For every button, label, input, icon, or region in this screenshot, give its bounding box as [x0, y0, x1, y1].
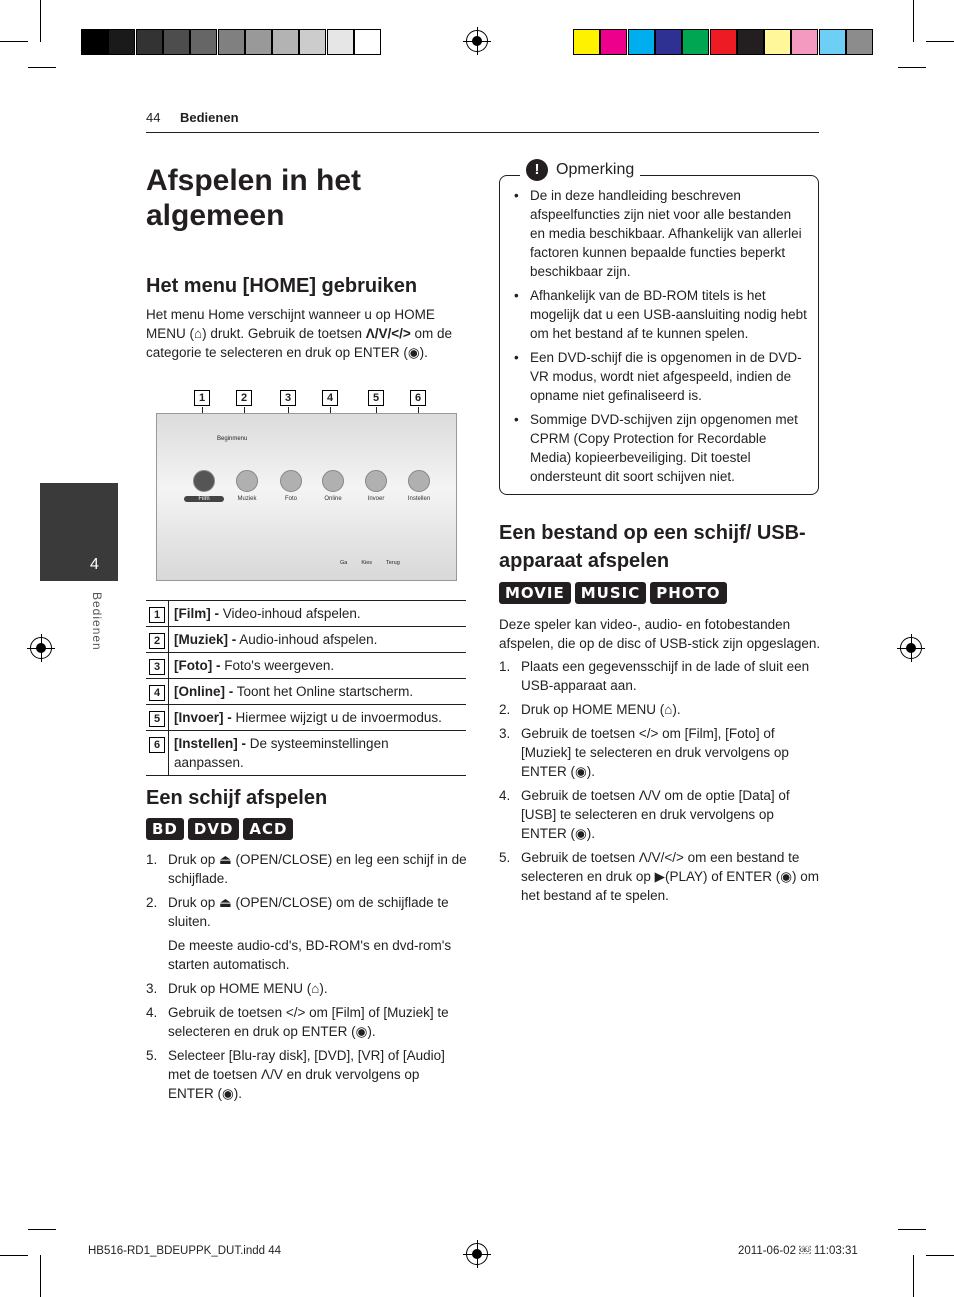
step-text: Gebruik de toetsen </> om [Film], [Foto] of [Muziek] te selecteren en druk vervolgens op ENTER (◉).	[521, 726, 789, 779]
callout-number: 2	[236, 390, 252, 406]
step-text: Druk op HOME MENU (⌂).	[168, 981, 328, 996]
file-type-badges	[499, 582, 727, 604]
step-number: 1.	[146, 852, 158, 867]
color-swatch	[600, 29, 627, 55]
chapter-tab	[40, 483, 118, 581]
media-badge: MOVIE	[499, 582, 571, 604]
row-number-cell	[146, 601, 169, 627]
row-number: 6	[149, 737, 165, 753]
table-row	[146, 679, 466, 705]
function-description: Foto's weergeven.	[220, 658, 335, 673]
gray-swatch	[190, 29, 217, 55]
media-badge: PHOTO	[650, 582, 726, 604]
step-text: Gebruik de toetsen </> om [Film] of [Muziek] te selecteren en druk op ENTER (◉).	[168, 1005, 449, 1039]
function-name: [Instellen] -	[174, 736, 247, 751]
step-number: 2.	[146, 895, 158, 910]
step-subtext: De meeste audio-cd's, BD-ROM's en dvd-rom's starten automatisch.	[168, 938, 452, 972]
list-item	[146, 893, 468, 974]
media-badge: DVD	[188, 818, 240, 840]
step-number: 3.	[146, 981, 158, 996]
list-item	[499, 700, 821, 719]
list-item	[499, 657, 821, 695]
table-row	[146, 627, 466, 653]
registration-mark-icon	[30, 637, 52, 659]
row-number-cell	[146, 731, 169, 776]
note-title: Opmerking	[556, 161, 635, 178]
callout-number: 6	[410, 390, 426, 406]
list-item	[499, 848, 821, 905]
list-item	[146, 1003, 468, 1041]
function-description: De systeeminstellingen aanpassen.	[174, 736, 389, 770]
step-number: 4.	[499, 788, 511, 803]
function-description: Audio-inhoud afspelen.	[236, 632, 378, 647]
note-item: • Een DVD-schijf die is opgenomen in de DVD-VR modus, wordt niet afgespeeld, indien de opname niet gefinaliseerd is.	[511, 348, 807, 405]
menu-item-label: Foto	[284, 496, 297, 502]
crop-mark	[926, 41, 954, 42]
gray-swatch	[81, 29, 108, 55]
row-number: 4	[149, 685, 165, 701]
function-name: [Muziek] -	[174, 632, 237, 647]
step-text: Gebruik de toetsen Λ/V om de optie [Data] of [USB] te selecteren en druk vervolgens op ENTER (◉).	[521, 788, 790, 841]
step-number: 4.	[146, 1005, 158, 1020]
registration-mark-icon	[466, 1243, 488, 1265]
menu-item-icon	[236, 470, 258, 492]
gray-swatch	[245, 29, 272, 55]
step-number: 5.	[499, 850, 511, 865]
step-text: Druk op ⏏ (OPEN/CLOSE) en leg een schijf in de schijflade.	[168, 852, 467, 886]
footer-filename: HB516-RD1_BDEUPPK_DUT.indd 44	[88, 1245, 282, 1257]
crop-mark	[913, 1255, 914, 1297]
crop-mark	[0, 1255, 28, 1256]
screen-hints	[340, 560, 400, 566]
table-row	[146, 705, 466, 731]
list-item	[499, 724, 821, 781]
step-number: 5.	[146, 1048, 158, 1063]
function-name: [Foto] -	[174, 658, 221, 673]
list-item	[146, 979, 468, 998]
table-row	[146, 601, 466, 627]
color-swatch	[573, 29, 600, 55]
row-number: 3	[149, 659, 165, 675]
list-item	[499, 786, 821, 843]
chapter-label: Bedienen	[90, 592, 104, 651]
crop-mark	[913, 0, 914, 42]
function-description: Video-inhoud afspelen.	[219, 606, 361, 621]
crop-mark	[926, 1255, 954, 1256]
row-number-cell	[146, 705, 169, 731]
page-number: 44	[146, 110, 161, 125]
gray-swatch	[163, 29, 190, 55]
note-item: • De in deze handleiding beschreven afspeelfuncties zijn niet voor alle bestanden en media beschikbaar. Afhankelijk van allerlei factoren kunnen bepaalde functies beperkt beschikbaar zijn.	[511, 186, 807, 281]
step-number: 3.	[499, 726, 511, 741]
home-icon: ⌂	[194, 326, 203, 341]
gray-swatch	[327, 29, 354, 55]
gray-swatch	[108, 29, 135, 55]
row-number-cell	[146, 653, 169, 679]
menu-item-label: Muziek	[237, 496, 257, 502]
chapter-number: 4	[90, 556, 99, 573]
color-swatch	[737, 29, 764, 55]
menu-item-icon	[280, 470, 302, 492]
section-heading-home-menu: Het menu [HOME] gebruiken	[146, 275, 418, 297]
row-number: 1	[149, 607, 165, 623]
row-description-cell	[169, 653, 467, 679]
menu-item-label: Invoer	[367, 496, 385, 502]
menu-item-label: Film	[184, 496, 224, 502]
color-swatch	[628, 29, 655, 55]
row-description-cell	[169, 679, 467, 705]
note-item: • Afhankelijk van de BD-ROM titels is het mogelijk dat u een USB-aansluiting nodig hebt om het bestand af te kunnen spelen.	[511, 286, 807, 343]
hint-back: Terug	[386, 560, 400, 566]
callout-number: 3	[280, 390, 296, 406]
menu-function-table	[146, 600, 466, 776]
gray-swatch	[354, 29, 381, 55]
crop-mark	[40, 0, 41, 42]
running-header: Bedienen	[180, 110, 239, 125]
header-rule	[146, 132, 819, 133]
crop-mark	[28, 1229, 56, 1230]
note-header	[520, 159, 640, 181]
color-swatch	[655, 29, 682, 55]
registration-mark-icon	[900, 637, 922, 659]
menu-item-label: Instellen	[407, 496, 431, 502]
play-file-steps	[499, 657, 821, 910]
gray-swatch	[136, 29, 163, 55]
note-item: • Sommige DVD-schijven zijn opgenomen met CPRM (Copy Protection for Recordable Media) kopieerbeveiliging. Dit toestel ondersteunt dit soort schijven niet.	[511, 410, 807, 486]
page-title: Afspelen in het algemeen	[146, 164, 362, 232]
callout-number: 1	[194, 390, 210, 406]
table-row	[146, 731, 466, 776]
row-number-cell	[146, 679, 169, 705]
crop-mark	[28, 67, 56, 68]
row-description-cell	[169, 705, 467, 731]
callout-number: 5	[368, 390, 384, 406]
step-number: 2.	[499, 702, 511, 717]
crop-mark	[40, 1255, 41, 1297]
function-description: Hiermee wijzigt u de invoermodus.	[231, 710, 442, 725]
list-item	[146, 850, 468, 888]
row-description-cell	[169, 731, 467, 776]
function-name: [Online] -	[174, 684, 234, 699]
menu-item-label: Online	[324, 496, 342, 502]
footer-timestamp: 2011-06-02 ￼ 11:03:31	[738, 1245, 858, 1257]
screen-title: Beginmenu	[217, 436, 248, 442]
exclamation-icon: !	[526, 159, 548, 181]
registration-mark-icon	[466, 30, 488, 52]
callout-number: 4	[322, 390, 338, 406]
menu-item-icon	[408, 470, 430, 492]
hint-select: Kies	[361, 560, 373, 566]
list-item	[146, 1046, 468, 1103]
section-heading-play-disc: Een schijf afspelen	[146, 787, 328, 809]
row-description-cell	[169, 601, 467, 627]
row-description-cell	[169, 627, 467, 653]
color-swatch	[791, 29, 818, 55]
color-swatch	[764, 29, 791, 55]
step-text: Selecteer [Blu-ray disk], [DVD], [VR] of [Audio] met de toetsen Λ/V en druk vervolgens op ENTER (◉).	[168, 1048, 445, 1101]
step-text: Gebruik de toetsen Λ/V/</> om een bestand te selecteren en druk op ▶(PLAY) of ENTER (◉) om het bestand af te spelen.	[521, 850, 820, 903]
menu-item-icon	[322, 470, 344, 492]
media-badge: BD	[146, 818, 184, 840]
gray-swatch	[299, 29, 326, 55]
menu-item-icon	[193, 470, 215, 492]
enter-icon: ◉	[407, 345, 420, 360]
home-menu-intro: Het menu Home verschijnt wanneer u op HOME MENU (⌂) drukt. Gebruik de toetsen Λ/V/</> om de categorie te selecteren en druk op ENTER (◉).	[146, 307, 453, 360]
color-swatch	[819, 29, 846, 55]
step-text: Druk op ⏏ (OPEN/CLOSE) om de schijflade te sluiten.	[168, 895, 449, 929]
row-number-cell	[146, 627, 169, 653]
table-row	[146, 653, 466, 679]
section-heading-play-file: Een bestand op een schijf/ USB-apparaat afspelen	[499, 522, 806, 572]
step-text: Druk op HOME MENU (⌂).	[521, 702, 681, 717]
play-file-intro: Deze speler kan video-, audio- en fotobestanden afspelen, die op de disc of USB-stick zijn opgeslagen.	[499, 617, 821, 651]
gray-swatch	[272, 29, 299, 55]
crop-mark	[898, 67, 926, 68]
crop-mark	[898, 1229, 926, 1230]
function-description: Toont het Online startscherm.	[233, 684, 414, 699]
gray-swatch	[218, 29, 245, 55]
step-number: 1.	[499, 659, 511, 674]
function-name: [Film] -	[174, 606, 219, 621]
play-disc-steps	[146, 850, 468, 1108]
menu-item-icon	[365, 470, 387, 492]
color-swatch	[682, 29, 709, 55]
note-list	[511, 186, 807, 491]
color-swatch	[710, 29, 737, 55]
row-number: 5	[149, 711, 165, 727]
media-badge: ACD	[243, 818, 293, 840]
hint-go: Ga	[340, 560, 348, 566]
color-swatch	[846, 29, 873, 55]
disc-type-badges	[146, 818, 293, 840]
row-number: 2	[149, 633, 165, 649]
step-text: Plaats een gegevensschijf in de lade of sluit een USB-apparaat aan.	[521, 659, 810, 693]
function-name: [Invoer] -	[174, 710, 232, 725]
crop-mark	[0, 41, 28, 42]
media-badge: MUSIC	[575, 582, 647, 604]
